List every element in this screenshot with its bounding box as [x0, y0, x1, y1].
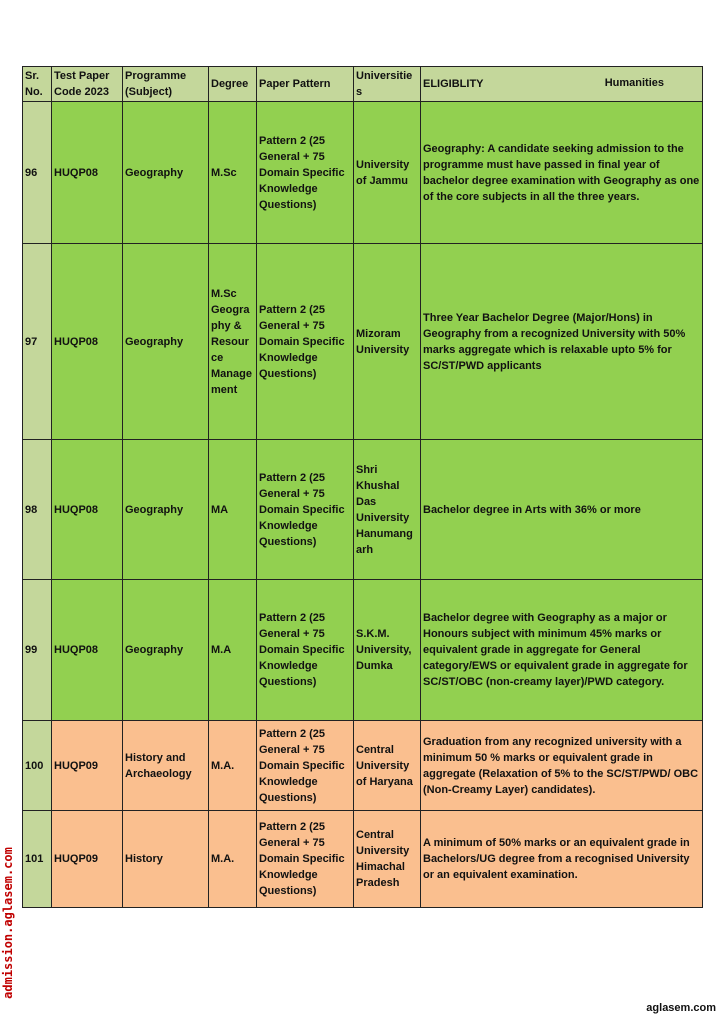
cell-eligibility: Three Year Bachelor Degree (Major/Hons) in Geography from a recognized University with 50% marks aggregate which is relaxable upto 5% for SC/ST/PWD applicants: [421, 244, 703, 440]
cell-programme: History and Archaeology: [123, 721, 209, 811]
cell-pattern: Pattern 2 (25 General + 75 Domain Specific Knowledge Questions): [257, 440, 354, 580]
header-pattern: Paper Pattern: [257, 67, 354, 102]
cell-degree: M.A.: [209, 721, 257, 811]
cell-code: HUQP08: [52, 440, 123, 580]
cell-programme: Geography: [123, 580, 209, 721]
header-sr: Sr. No.: [23, 67, 52, 102]
cell-university: S.K.M. University, Dumka: [354, 580, 421, 721]
cell-code: HUQP08: [52, 102, 123, 244]
header-eligibility-label: ELIGIBLITY: [423, 78, 484, 90]
cell-pattern: Pattern 2 (25 General + 75 Domain Specific Knowledge Questions): [257, 811, 354, 908]
cell-degree: M.A.: [209, 811, 257, 908]
cell-pattern: Pattern 2 (25 General + 75 Domain Specific Knowledge Questions): [257, 721, 354, 811]
table-row: [23, 721, 703, 811]
cell-code: HUQP09: [52, 721, 123, 811]
cell-programme: Geography: [123, 244, 209, 440]
cell-sr: 101: [23, 811, 52, 908]
cell-programme: Geography: [123, 440, 209, 580]
cell-sr: 100: [23, 721, 52, 811]
cell-sr: 98: [23, 440, 52, 580]
cell-degree: MA: [209, 440, 257, 580]
cell-programme: History: [123, 811, 209, 908]
cell-eligibility: Geography: A candidate seeking admission to the programme must have passed in final year of bachelor degree examination with Geography as one of the core subjects in all the three years.: [421, 102, 703, 244]
cell-code: HUQP08: [52, 580, 123, 721]
table-row: [23, 580, 703, 721]
cell-eligibility: A minimum of 50% marks or an equivalent grade in Bachelors/UG degree from a recognised University or an equivalent examination.: [421, 811, 703, 908]
table-row: [23, 440, 703, 580]
watermark: [0, 828, 16, 1018]
table-row: [23, 102, 703, 244]
cell-eligibility: Bachelor degree in Arts with 36% or more: [421, 440, 703, 580]
cell-university: Central University Himachal Pradesh: [354, 811, 421, 908]
header-universities: Universities: [354, 67, 421, 102]
watermark-text: admission.aglasem.com: [1, 847, 15, 999]
cell-degree: M.Sc: [209, 102, 257, 244]
header-eligibility: [421, 67, 703, 102]
eligibility-table: [22, 66, 703, 908]
cell-degree: M.A: [209, 580, 257, 721]
cell-sr: 99: [23, 580, 52, 721]
cell-university: Central University of Haryana: [354, 721, 421, 811]
cell-code: HUQP08: [52, 244, 123, 440]
footer-brand: aglasem.com: [646, 1002, 716, 1014]
cell-eligibility: Graduation from any recognized university with a minimum 50 % marks or equivalent grade in aggregate (Relaxation of 5% to the SC/ST/PWD/ OBC (Non-Creamy Layer) candidates).: [421, 721, 703, 811]
cell-pattern: Pattern 2 (25 General + 75 Domain Specific Knowledge Questions): [257, 244, 354, 440]
cell-code: HUQP09: [52, 811, 123, 908]
table-row: [23, 811, 703, 908]
header-code: Test Paper Code 2023: [52, 67, 123, 102]
cell-eligibility: Bachelor degree with Geography as a major or Honours subject with minimum 45% marks or equivalent grade in aggregate for General category/EWS or equivalent grade in aggregate for SC/ST/OBC (non-creamy layer)/PWD category.: [421, 580, 703, 721]
cell-university: Shri Khushal Das University Hanumangarh: [354, 440, 421, 580]
cell-pattern: Pattern 2 (25 General + 75 Domain Specific Knowledge Questions): [257, 580, 354, 721]
cell-sr: 97: [23, 244, 52, 440]
cell-sr: 96: [23, 102, 52, 244]
cell-degree: M.Sc Geography & Resource Management: [209, 244, 257, 440]
cell-pattern: Pattern 2 (25 General + 75 Domain Specific Knowledge Questions): [257, 102, 354, 244]
header-degree: Degree: [209, 67, 257, 102]
cell-university: University of Jammu: [354, 102, 421, 244]
cell-university: Mizoram University: [354, 244, 421, 440]
cell-programme: Geography: [123, 102, 209, 244]
header-row: [23, 67, 703, 102]
table-row: [23, 244, 703, 440]
header-stream: Humanities: [604, 77, 664, 89]
header-programme: Programme (Subject): [123, 67, 209, 102]
